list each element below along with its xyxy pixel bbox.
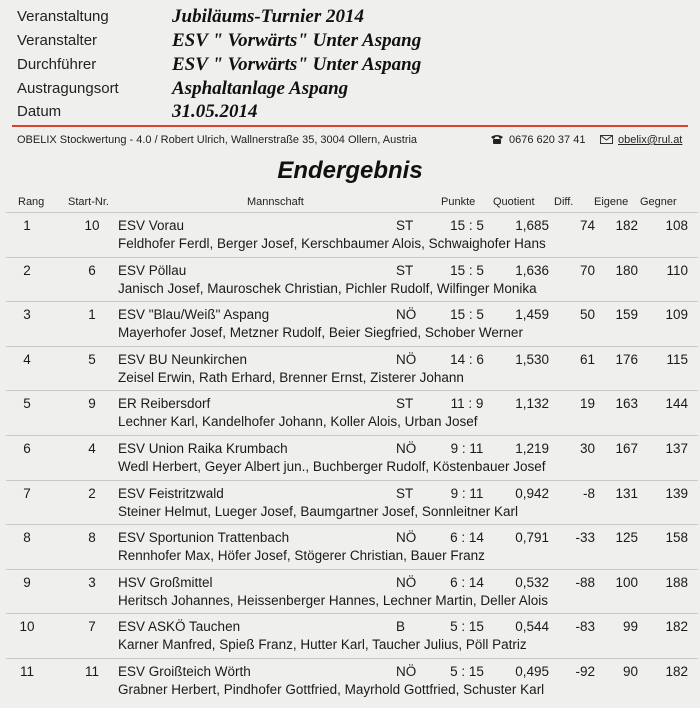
table-row: [6, 346, 698, 387]
cell-diff: 50: [579, 307, 595, 323]
cell-region: NÖ: [396, 664, 417, 679]
cell-gegner: 108: [665, 218, 688, 233]
cell-eigene: 182: [615, 218, 638, 233]
cell-players: Feldhofer Ferdl, Berger Josef, Kerschbaumer Alois, Schwaighofer Hans: [118, 236, 546, 251]
table-row: [6, 480, 698, 521]
cell-start: 7: [88, 619, 96, 635]
cell-diff: 70: [579, 262, 595, 278]
cell-punkte: 15 : 5: [450, 307, 484, 323]
cell-quotient: 0,495: [515, 664, 549, 679]
cell-region: ST: [396, 396, 414, 412]
header-label: Durchführer: [17, 56, 97, 73]
cell-eigene: 131: [615, 485, 638, 501]
cell-rang: 5: [23, 396, 31, 412]
cell-start: 8: [88, 530, 96, 546]
table-row: [6, 613, 698, 654]
cell-rang: 9: [23, 574, 31, 590]
cell-diff: -83: [575, 619, 595, 635]
table-row: [6, 390, 698, 431]
header-value: Jubiläums-Turnier 2014: [172, 6, 364, 27]
cell-eigene: 167: [615, 441, 638, 456]
cell-start: 4: [88, 441, 96, 456]
cell-punkte: 6 : 14: [450, 574, 484, 590]
cell-gegner: 188: [665, 574, 688, 590]
col-punkte: Punkte: [441, 196, 476, 208]
cell-quotient: 1,530: [515, 351, 549, 367]
cell-rang: 1: [23, 218, 31, 233]
cell-quotient: 0,942: [515, 485, 549, 501]
cell-diff: 74: [579, 218, 595, 233]
cell-start: 11: [84, 664, 99, 679]
cell-rang: 10: [19, 619, 35, 635]
cell-start: 3: [88, 574, 96, 590]
header-row-veranstalter: [0, 30, 700, 52]
cell-players: Karner Manfred, Spieß Franz, Hutter Karl, Taucher Julius, Pöll Patriz: [118, 637, 527, 653]
cell-diff: -8: [582, 485, 595, 501]
cell-eigene: 100: [615, 574, 638, 590]
cell-quotient: 0,791: [515, 530, 549, 546]
cell-players: Zeisel Erwin, Rath Erhard, Brenner Ernst, Zisterer Johann: [118, 369, 464, 385]
cell-start: 6: [88, 262, 96, 278]
cell-rang: 6: [23, 441, 31, 456]
cell-gegner: 182: [665, 619, 688, 635]
header-label: Datum: [17, 103, 62, 120]
header-value: ESV " Vorwärts" Unter Aspang: [172, 54, 422, 75]
table-row: [6, 569, 698, 610]
cell-gegner: 158: [665, 530, 688, 546]
cell-eigene: 159: [615, 307, 638, 323]
header-label: Veranstaltung: [17, 8, 109, 25]
cell-eigene: 180: [615, 262, 638, 278]
cell-start: 2: [88, 485, 96, 501]
cell-team: HSV Großmittel: [118, 574, 213, 590]
cell-gegner: 137: [665, 441, 688, 456]
cell-diff: -33: [575, 530, 595, 546]
cell-team: ESV BU Neunkirchen: [118, 351, 248, 367]
header-row-austragungsort: [0, 78, 700, 100]
email-contact: [600, 134, 682, 147]
cell-players: Rennhofer Max, Höfer Josef, Stögerer Christian, Bauer Franz: [118, 548, 485, 564]
cell-punkte: 5 : 15: [450, 664, 484, 679]
cell-punkte: 14 : 6: [450, 351, 484, 367]
cell-gegner: 109: [665, 307, 688, 323]
cell-diff: 61: [579, 351, 595, 367]
cell-team: ESV Groißteich Wörth: [118, 664, 251, 679]
header-label: Austragungsort: [17, 80, 119, 97]
cell-rang: 4: [23, 351, 31, 367]
cell-quotient: 0,532: [515, 574, 549, 590]
cell-team: ESV "Blau/Weiß" Aspang: [118, 307, 270, 323]
cell-eigene: 99: [622, 619, 638, 635]
col-eigene: Eigene: [594, 196, 629, 208]
cell-quotient: 0,544: [515, 619, 549, 635]
cell-eigene: 176: [615, 351, 638, 367]
cell-quotient: 1,132: [515, 396, 549, 412]
cell-region: NÖ: [396, 307, 417, 323]
cell-punkte: 15 : 5: [450, 262, 484, 278]
table-row: [6, 212, 698, 253]
table-row: [6, 658, 698, 699]
cell-region: ST: [396, 262, 414, 278]
cell-team: ESV Vorau: [118, 218, 185, 233]
cell-quotient: 1,459: [515, 307, 549, 323]
cell-region: ST: [396, 485, 414, 501]
cell-punkte: 9 : 11: [450, 441, 484, 456]
header-row-datum: [0, 101, 700, 123]
cell-team: ESV Sportunion Trattenbach: [118, 530, 290, 546]
cell-start: 5: [88, 351, 96, 367]
table-row: [6, 257, 698, 298]
cell-players: Steiner Helmut, Lueger Josef, Baumgartner Josef, Sonnleitner Karl: [118, 503, 518, 519]
cell-gegner: 110: [666, 262, 688, 278]
col-quotient: Quotient: [493, 196, 535, 208]
cell-diff: -88: [575, 574, 595, 590]
header-divider: [12, 125, 688, 127]
cell-team: ESV ASKÖ Tauchen: [118, 619, 241, 635]
cell-eigene: 163: [615, 396, 638, 412]
phone-contact: [490, 134, 585, 147]
table-row: [6, 524, 698, 565]
cell-players: Janisch Josef, Mauroschek Christian, Pichler Rudolf, Wilfinger Monika: [118, 280, 537, 296]
col-diff: Diff.: [554, 196, 574, 208]
col-rang: Rang: [18, 196, 45, 208]
cell-punkte: 9 : 11: [450, 485, 484, 501]
cell-team: ESV Feistritzwald: [118, 485, 224, 501]
email-link[interactable]: obelix@rul.at: [618, 134, 683, 146]
cell-diff: 19: [579, 396, 595, 412]
header-label: Veranstalter: [17, 32, 98, 49]
cell-players: Heritsch Johannes, Heissenberger Hannes, Lechner Martin, Deller Alois: [118, 592, 548, 608]
cell-region: NÖ: [396, 574, 417, 590]
software-credit: OBELIX Stockwertung - 4.0 / Robert Ulrich, Wallnerstraße 35, 3004 Ollern, Austria: [17, 134, 418, 146]
cell-rang: 7: [23, 485, 31, 501]
col-gegner: Gegner: [640, 196, 677, 208]
cell-team: ESV Pöllau: [118, 262, 187, 278]
cell-punkte: 5 : 15: [450, 619, 484, 635]
cell-players: Wedl Herbert, Geyer Albert jun., Buchberger Rudolf, Köstenbauer Josef: [118, 459, 546, 474]
cell-rang: 2: [23, 262, 31, 278]
header-row-veranstaltung: [0, 6, 700, 28]
header-value: 31.05.2014: [172, 101, 258, 122]
page-title: Endergebnis: [277, 157, 423, 184]
cell-team: ER Reibersdorf: [118, 396, 211, 412]
cell-players: Mayerhofer Josef, Metzner Rudolf, Beier Siegfried, Schober Werner: [118, 325, 523, 341]
cell-gegner: 182: [665, 664, 688, 679]
table-row: [6, 301, 698, 342]
cell-team: ESV Union Raika Krumbach: [118, 441, 288, 456]
cell-diff: 30: [579, 441, 595, 456]
cell-start: 9: [88, 396, 96, 412]
col-start: Start-Nr.: [68, 196, 109, 208]
cell-gegner: 144: [665, 396, 688, 412]
table-row: [6, 435, 698, 476]
cell-quotient: 1,685: [515, 218, 549, 233]
cell-players: Grabner Herbert, Pindhofer Gottfried, Mayrhold Gottfried, Schuster Karl: [118, 682, 545, 697]
cell-gegner: 139: [665, 485, 688, 501]
cell-quotient: 1,219: [515, 441, 549, 456]
cell-region: B: [396, 619, 406, 635]
cell-region: NÖ: [396, 351, 417, 367]
col-team: Mannschaft: [247, 196, 304, 208]
cell-punkte: 15 : 5: [450, 218, 484, 233]
envelope-icon: [600, 135, 613, 147]
cell-rang: 8: [23, 530, 31, 546]
cell-rang: 11: [19, 664, 34, 679]
cell-rang: 3: [23, 307, 31, 323]
cell-start: 1: [88, 307, 96, 323]
phone-number: 0676 620 37 41: [509, 134, 586, 146]
header-value: ESV " Vorwärts" Unter Aspang: [172, 30, 422, 51]
cell-quotient: 1,636: [515, 262, 549, 278]
cell-eigene: 125: [615, 530, 638, 546]
cell-start: 10: [84, 218, 100, 233]
cell-region: ST: [396, 218, 414, 233]
header-row-durchfuehrer: [0, 54, 700, 76]
cell-diff: -92: [575, 664, 595, 679]
phone-icon: [490, 134, 504, 147]
header-value: Asphaltanlage Aspang: [172, 78, 349, 99]
cell-region: NÖ: [396, 441, 417, 456]
cell-region: NÖ: [396, 530, 417, 546]
cell-eigene: 90: [622, 664, 638, 679]
cell-gegner: 115: [666, 351, 688, 367]
cell-punkte: 11 : 9: [450, 396, 484, 412]
cell-players: Lechner Karl, Kandelhofer Johann, Koller Alois, Urban Josef: [118, 414, 478, 430]
cell-punkte: 6 : 14: [450, 530, 484, 546]
